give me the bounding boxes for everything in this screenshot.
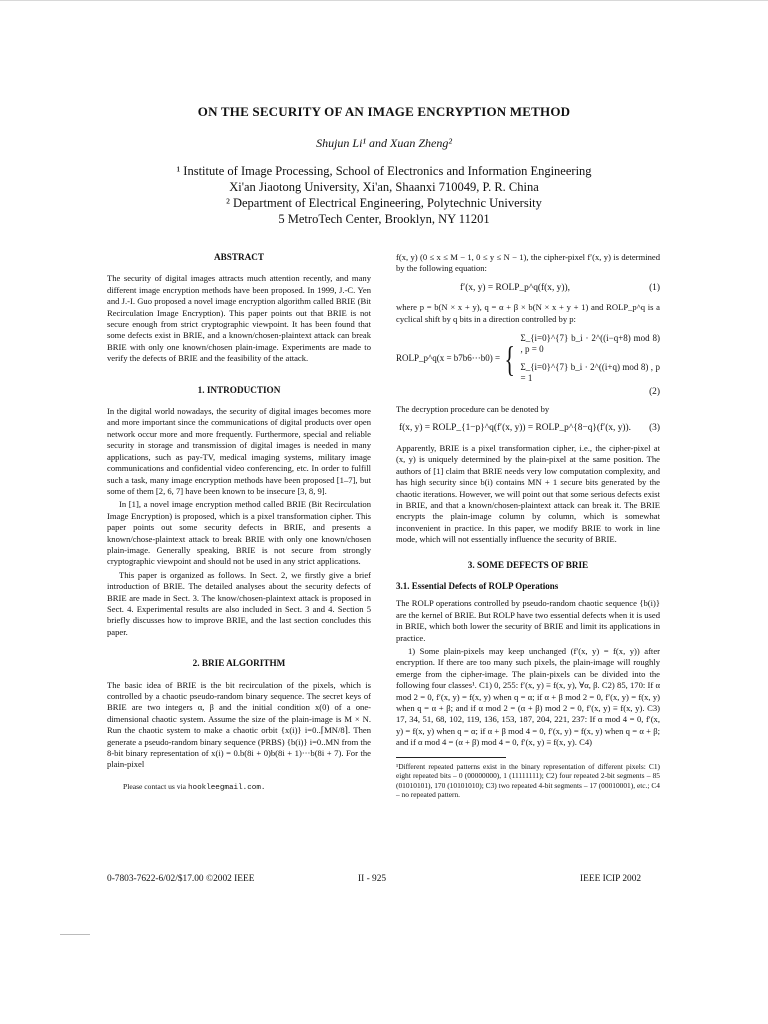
footer-venue: IEEE ICIP 2002: [580, 874, 642, 884]
abstract-heading: ABSTRACT: [213, 252, 265, 262]
contact-label: Please contact us via: [123, 781, 187, 791]
equation-number: (3): [649, 423, 660, 434]
brie-paragraph: The basic idea of BRIE is the bit recirculation of the pixels, which is controlled by a chaotic pseudo-random binary sequence. The secret keys of BRIE are two integers α, β and the initial condition x(0) of a one-dimensional chaotic system. Assume the size of the plain-image is M × N. Run the chaotic system to make a chaotic orbit {x(i)} i=0..⌈MN/8⌉. Then generate a pseudo-random binary sequence (PRBS) {b(i)} i=0..MN from the 8-bit binary representation of x(i) = 0.b(8i + 0)b(8i + 1)···b(8i + 7). For the plain-pixel: [107, 679, 371, 770]
contact-note: [107, 781, 371, 794]
left-column: [107, 252, 371, 794]
defects-heading: 3. SOME DEFECTS OF BRIE: [467, 559, 589, 570]
affiliations: [0, 163, 768, 227]
equation-3: [396, 423, 660, 434]
equation-number: (1): [649, 282, 660, 293]
footnote-rule: [396, 757, 506, 758]
affiliation-line: ² Department of Electrical Engineering, Polytechnic University: [226, 196, 542, 210]
equation-case: Σ_{i=0}^{7} b_i · 2^((i+q) mod 8) , p = 1: [520, 361, 660, 384]
body-paragraph: Apparently, BRIE is a pixel transformation cipher, i.e., the cipher-pixel at (x, y) is uniquely determined by the plain-pixel at the same position. The authors of [1] claim that BRIE needs very low computation complexity, and has high security since b(i) contains MN + 1 secure bits generated by the chaotic iterations. However, we will point out that some serious defects exist in BRIE, and that a known/chosen-plaintext attack can break it. The BRIE encrypts the plain-image column by column, which is somewhat inconvenient in practice. In this paper, we modify BRIE to work in line mode, which will not essentially influence the security of BRIE.: [396, 442, 660, 545]
body-paragraph: f(x, y) (0 ≤ x ≤ M − 1, 0 ≤ y ≤ N − 1), the cipher-pixel f′(x, y) is determined by the following equation:: [396, 252, 660, 274]
equation-number: (2): [649, 386, 660, 397]
equation-lhs: ROLP_p^q(x = b7b6···b0) =: [396, 353, 501, 364]
equation-expression: f(x, y) = ROLP_{1−p}^q(f′(x, y)) = ROLP_p^{8−q}(f′(x, y)).: [399, 423, 631, 434]
equation-case: Σ_{i=0}^{7} b_i · 2^((i−q+8) mod 8) , p = 0: [520, 333, 660, 355]
brace-glyph: {: [504, 338, 516, 379]
right-column: [396, 252, 660, 800]
body-paragraph: The decryption procedure can be denoted by: [396, 404, 550, 415]
footnote: ¹Different repeated patterns exist in the binary representation of different pixels: C1) eight repeated bits – 0 (00000000), 1 (11111111); C2) four repeated 2-bit segments – 85 (01010101), 170 (10101010); C3) two repeated 4-bit segments – 17 (00010001), etc.; C4 – no repeated pattern.: [396, 761, 660, 800]
equation-expression: f′(x, y) = ROLP_p^q(f(x, y)),: [460, 282, 570, 293]
intro-paragraph: This paper is organized as follows. In Sect. 2, we firstly give a brief introduction of BRIE. The detailed analyses about the security defects of BRIE are made in Sect. 3. The know/chosen-plaintext attack is proposed in Sect. 4. Experimental results are also included in Sect. 3 and 4. Section 5 briefly discusses how to improve BRIE, and the last section concludes this paper.: [107, 569, 371, 637]
body-paragraph: 1) Some plain-pixels may keep unchanged (f′(x, y) = f(x, y)) after encryption. If there are too many such pixels, the plain-image will roughly emerge from the cipher-image. The plain-pixels can be divided into the following four classes¹. C1) 0, 255: f′(x, y) ≡ f(x, y), ∀α, β. C2) 85, 170: If α mod 2 = 0, f′(x, y) = f(x, y) when q = α; if α + β mod 2 = 0, f′(x, y) = f(x, y) when q = α + β; and if α mod 2 = (α + β) mod 2 = 0, f′(x, y) ≡ f(x, y). C3) 17, 34, 51, 68, 102, 119, 136, 153, 187, 204, 221, 237: If α mod 4 = 0, f′(x, y) = f(x, y) when q = α; if α + β mod 4 = 0, f′(x, y) = f(x, y) when q = α + β; and if α mod 4 = (α + β) mod 4 = 0, f′(x, y) ≡ f(x, y). C4): [396, 645, 660, 748]
intro-paragraph: In the digital world nowadays, the security of digital images becomes more and more important since the communications of digital products over open network occur more and more frequently. Furthermore, special and reliable security in storage and transmission of digital images is needed in many applications, such as pay-TV, medical imaging systems, military image communications and confidential video conferencing, etc. In order to fulfill such a task, many image encryption methods have been proposed [1–7], but some of them [2, 6, 7] have been known to be insecure [3, 8, 9].: [107, 406, 371, 496]
affiliation-line: Xi'an Jiaotong University, Xi'an, Shaanxi 710049, P. R. China: [229, 180, 539, 194]
equation-2: [396, 333, 660, 385]
footer-page-number: II - 925: [358, 874, 387, 884]
paper-title: ON THE SECURITY OF AN IMAGE ENCRYPTION METHOD: [197, 104, 571, 119]
brie-algorithm-heading: 2. BRIE ALGORITHM: [192, 658, 286, 669]
equation-1: [396, 283, 660, 294]
scan-mark: [60, 934, 90, 935]
abstract-text: The security of digital images attracts much attention recently, and many different image encryption methods have been proposed. In 1999, J.-C. Yen and J.-I. Guo proposed a novel image encryption algorithm called BRIE (Bit Recirculation Image Encryption). This paper points out that BRIE is not secure enough from strict cryptographic viewpoint. It has been found that some defects exist in BRIE, and a known/chosen-plaintext attack can break BRIE with only one known/chosen plain-image. Experiments are made to verify the defects of BRIE and the feasibility of the attack.: [107, 273, 371, 364]
paper-authors: Shujun Li¹ and Xuan Zheng²: [316, 136, 452, 150]
equation-cases: [521, 333, 661, 385]
intro-paragraph: In [1], a novel image encryption method called BRIE (Bit Recirculation Image Encryption) is proposed, which is a pixel transformation cipher. This paper points out some security defects in BRIE, and presents a known/chose-plaintext attack to break BRIE with only one known/chosen plain-image. Generally speaking, BRIE is not secure from strongly cryptographic viewpoint and should not be used in any strict applications.: [107, 499, 371, 567]
affiliation-line: ¹ Institute of Image Processing, School of Electronics and Information Engineering: [176, 164, 592, 178]
subsection-heading: 3.1. Essential Defects of ROLP Operations: [396, 580, 559, 591]
body-paragraph: where p = b(N × x + y), q = α + β × b(N × x + y + 1) and ROLP_p^q is a cyclical shift by q bits in a direction controlled by p:: [396, 302, 660, 324]
affiliation-line: 5 MetroTech Center, Brooklyn, NY 11201: [278, 212, 490, 226]
introduction-heading: 1. INTRODUCTION: [197, 384, 281, 395]
contact-email[interactable]: hookleegmail.com.: [187, 783, 266, 792]
footer-copyright: 0-7803-7622-6/02/$17.00 ©2002 IEEE: [107, 874, 255, 884]
paper-header: [0, 104, 768, 227]
body-paragraph: The ROLP operations controlled by pseudo-random chaotic sequence {b(i)} are the kernel of BRIE. But ROLP have two essential defects when it is used in BRIE, which both lower the security of BRIE and limit its applications in practice.: [396, 598, 660, 643]
page-top-rule: [0, 0, 768, 1]
